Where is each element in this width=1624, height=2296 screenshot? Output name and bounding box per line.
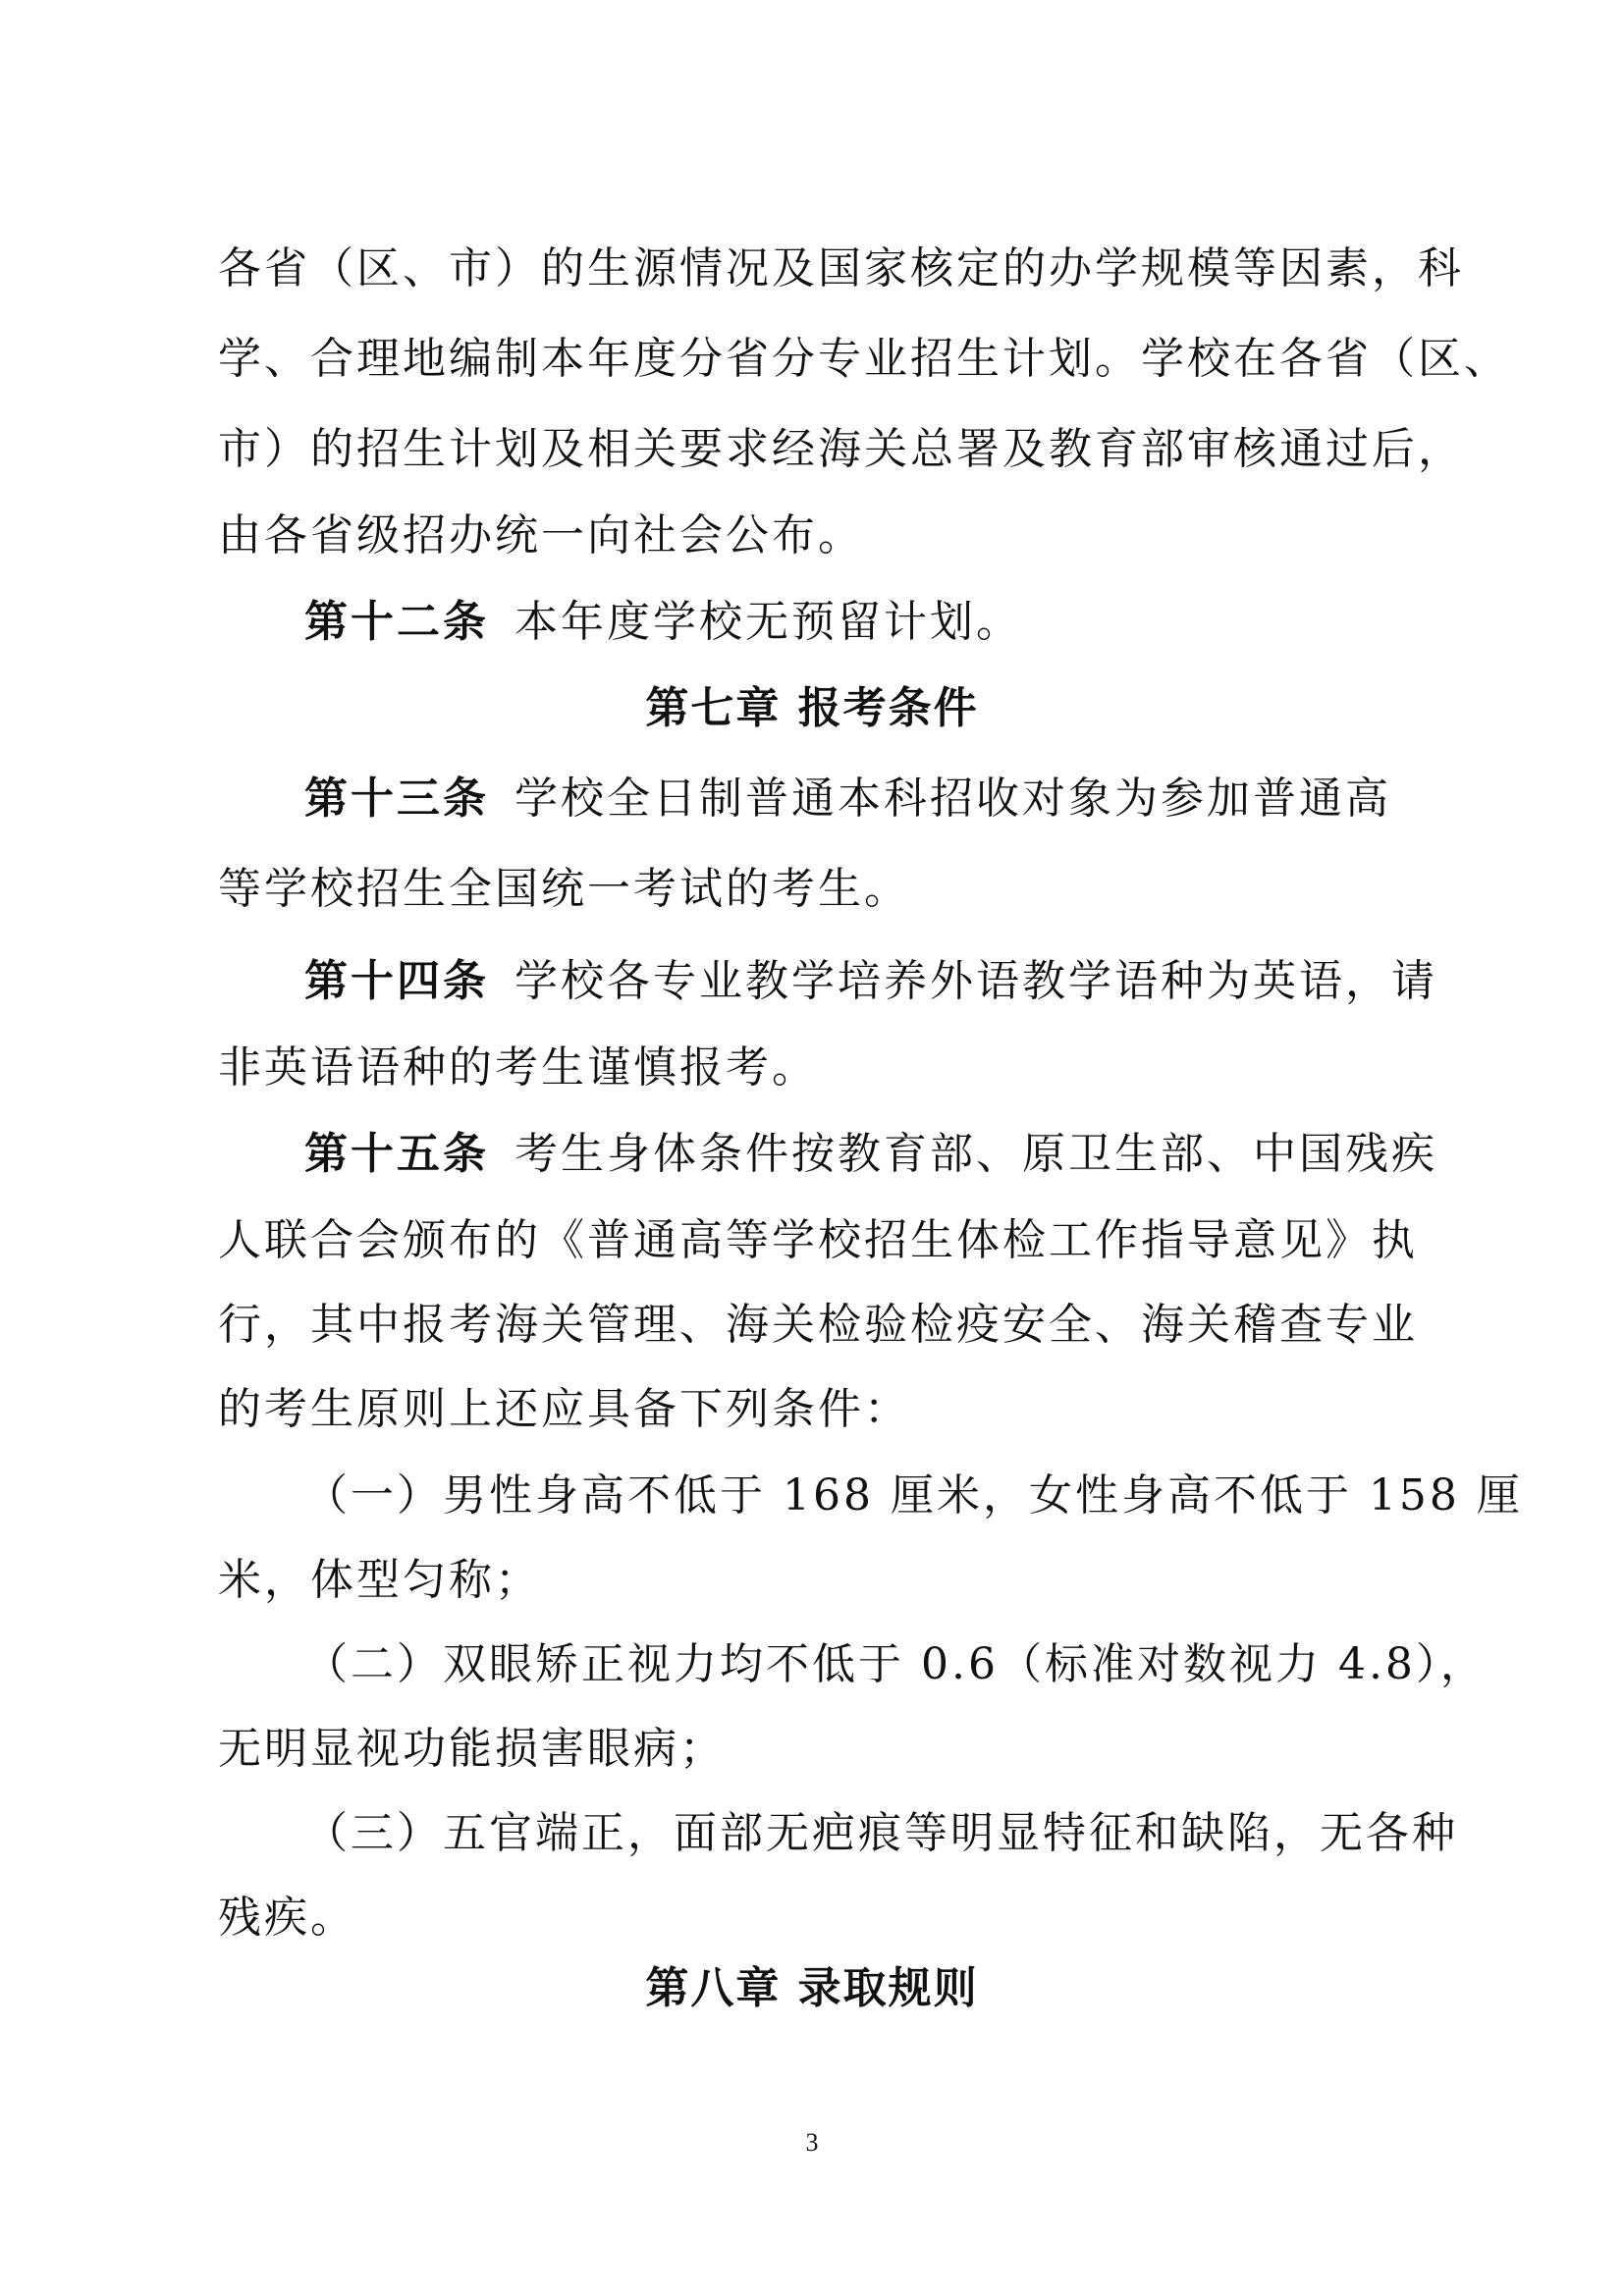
paragraph-line: 人联合会颁布的《普通高等学校招生体检工作指导意见》执 [218,1215,1418,1265]
paragraph-line: 无明显视功能损害眼病； [218,1724,726,1774]
paragraph-line: 残疾。 [218,1893,356,1943]
article-text: 学校各专业教学培养外语教学语种为英语，请 [514,956,1437,1006]
paragraph-line: 市）的招生计划及相关要求经海关总署及教育部审核通过后， [218,424,1464,474]
condition-2: （二）双眼矫正视力均不低于 0.6（标准对数视力 4.8）， [304,1639,1487,1689]
paragraph-line: 等学校招生全国统一考试的考生。 [218,864,910,914]
article-label: 第十五条 [304,1129,489,1179]
article-text: 考生身体条件按教育部、原卫生部、中国残疾 [514,1129,1437,1179]
article-text: 本年度学校无预留计划。 [514,597,1022,647]
paragraph-line: 学、合理地编制本年度分省分专业招生计划。学校在各省（区、 [218,334,1510,384]
article-15 [304,1127,1437,1182]
article-13 [304,772,1391,827]
article-text: 学校全日制普通本科招收对象为参加普通高 [514,774,1391,824]
paragraph-line: 米，体型匀称； [218,1555,541,1605]
paragraph-line: 由各省级招办统一向社会公布。 [218,510,864,561]
chapter-heading: 第八章 录取规则 [645,1963,979,2013]
article-14 [304,954,1437,1009]
paragraph-line: 非英语语种的考生谨慎报考。 [218,1042,818,1093]
article-label: 第十四条 [304,956,489,1006]
condition-3: （三）五官端正，面部无疤痕等明显特征和缺陷，无各种 [304,1808,1458,1858]
paragraph-line: 行，其中报考海关管理、海关检验检疫安全、海关稽查专业 [218,1300,1418,1350]
page-number: 3 [805,2128,819,2157]
article-label: 第十三条 [304,774,489,824]
paragraph-line: 的考生原则上还应具备下列条件： [218,1384,910,1434]
paragraph-line: 各省（区、市）的生源情况及国家核定的办学规模等因素，科 [218,243,1464,294]
chapter-heading: 第七章 报考条件 [645,683,979,733]
article-12 [304,595,1022,650]
article-label: 第十二条 [304,597,489,647]
condition-1: （一）男性身高不低于 168 厘米，女性身高不低于 158 厘 [304,1470,1523,1521]
